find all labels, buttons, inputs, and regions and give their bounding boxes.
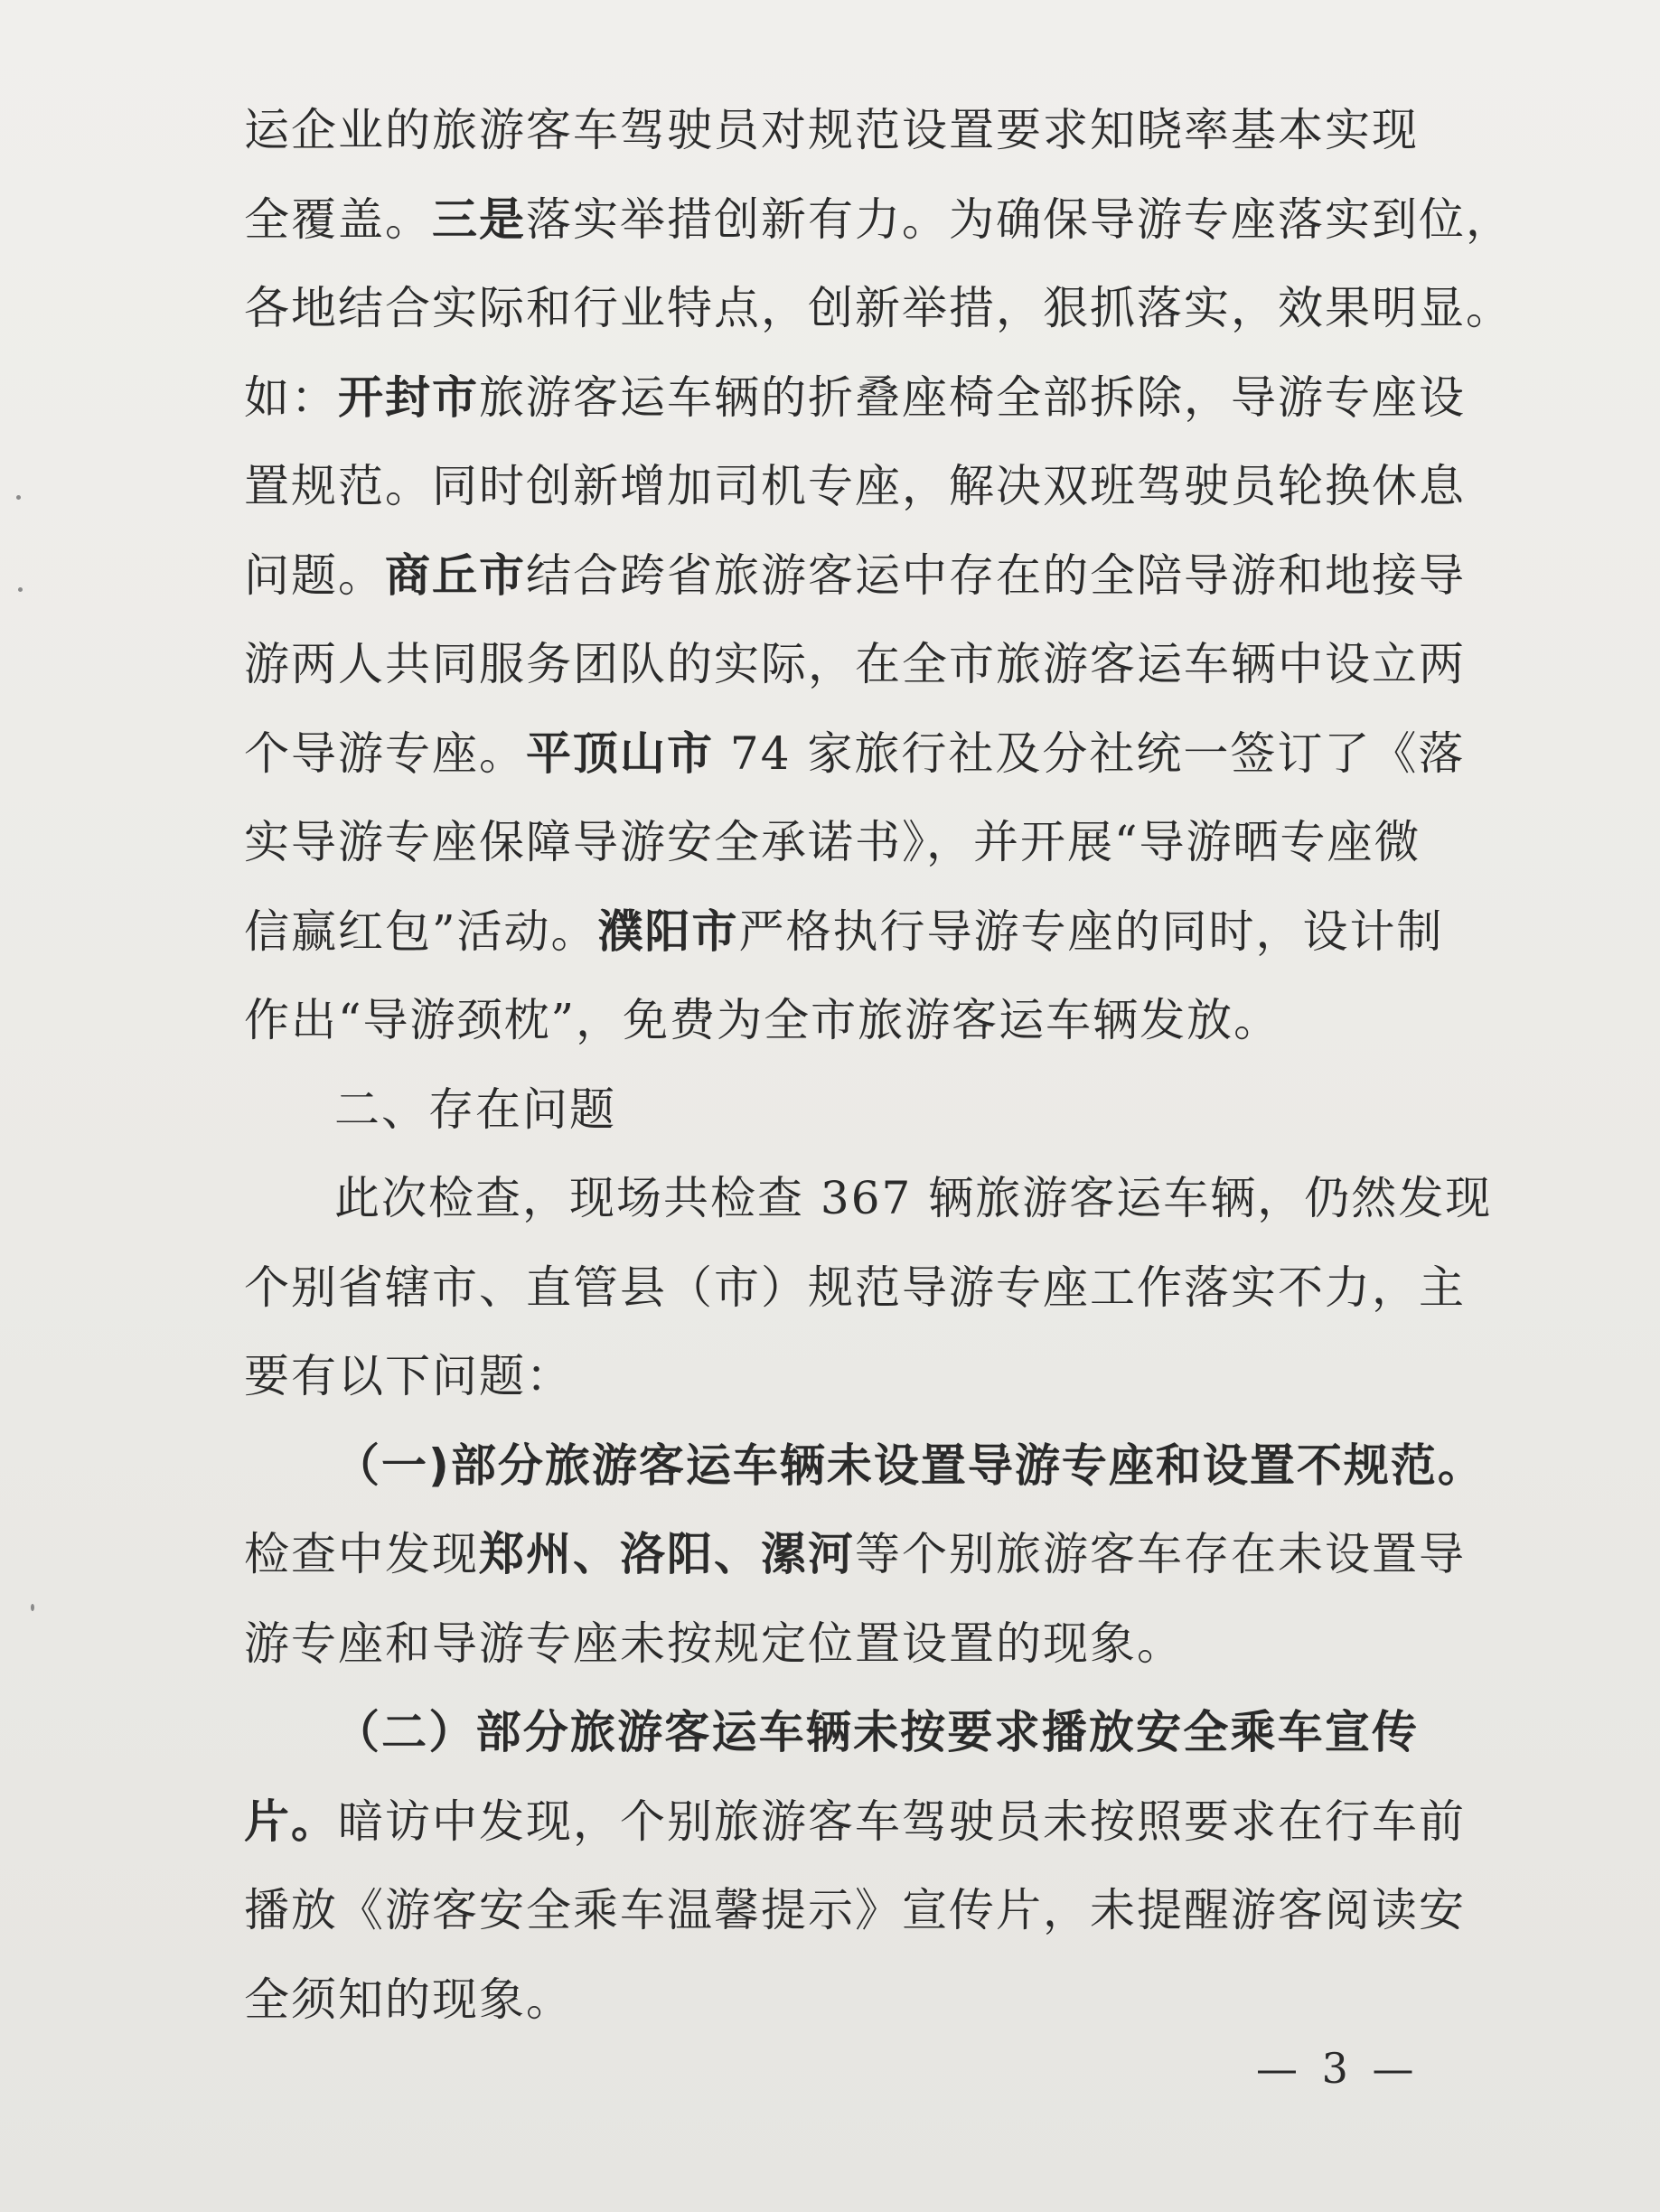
paragraph-line <box>244 1777 1466 1867</box>
paragraph-line: 全须知的现象。 <box>244 1973 573 2026</box>
paragraph-line <box>244 887 1444 977</box>
bold-text-run: 片。 <box>244 1795 338 1848</box>
text-run: 等个别旅游客车存在未设置导 <box>855 1528 1466 1580</box>
scan-speck <box>18 587 23 592</box>
paragraph-line <box>244 709 1466 799</box>
scan-speck <box>31 1604 34 1611</box>
paragraph-line: 此次检查，现场共检查 367 辆旅游客运车辆，仍然发现 <box>334 1172 1493 1224</box>
paragraph-line: 各地结合实际和行业特点，创新举措，狠抓落实，效果明显。 <box>244 282 1513 334</box>
paragraph-line: 个别省辖市、直管县（市）规范导游专座工作落实不力，主 <box>244 1261 1466 1314</box>
subheading-line: （二）部分旅游客运车辆未按要求播放安全乘车宣传 <box>334 1706 1419 1758</box>
scan-speck <box>16 495 21 500</box>
paragraph-line: 作出“导游颈枕”，免费为全市旅游客运车辆发放。 <box>244 994 1281 1046</box>
text-run: 旅游客运车辆的折叠座椅全部拆除，导游专座设 <box>479 370 1466 424</box>
subheading-line: （一)部分旅游客运车辆未设置导游专座和设置不规范。 <box>334 1439 1485 1492</box>
document-body <box>244 86 1513 2044</box>
text-run: 落实举措创新有力。为确保导游专座落实到位， <box>526 192 1513 246</box>
text-run: 严格执行导游专座的同时，设计制 <box>738 904 1444 958</box>
page-number: — 3 — <box>1256 2044 1420 2093</box>
text-run: 信赢红包”活动。 <box>244 904 598 958</box>
paragraph-line <box>244 531 1466 621</box>
text-run: 暗访中发现，个别旅游客车驾驶员未按照要求在行车前 <box>338 1795 1466 1848</box>
text-run: 结合跨省旅游客运中存在的全陪导游和地接导 <box>526 548 1466 602</box>
paragraph-line <box>244 175 1513 265</box>
bold-city-name: 商丘市 <box>385 548 526 602</box>
bold-city-name: 开封市 <box>338 370 479 424</box>
bold-text-run: 三是 <box>432 192 526 246</box>
paragraph-line: 置规范。同时创新增加司机专座，解决双班驾驶员轮换休息 <box>244 460 1466 512</box>
paragraph-line: 运企业的旅游客车驾驶员对规范设置要求知晓率基本实现 <box>244 104 1419 156</box>
paragraph-line: 实导游专座保障导游安全承诺书》，并开展“导游晒专座微 <box>244 816 1421 868</box>
bold-city-names: 郑州、洛阳、漯河 <box>479 1528 855 1580</box>
paragraph-line <box>244 353 1466 443</box>
bold-city-name: 濮阳市 <box>597 904 739 958</box>
section-heading: 二、存在问题 <box>334 1083 616 1136</box>
bold-city-name: 平顶山市 <box>526 726 714 780</box>
text-run: 74 家旅行社及分社统一签订了《落 <box>714 726 1466 780</box>
text-run: 个导游专座。 <box>244 726 526 780</box>
paragraph-line: 游专座和导游专座未按规定位置设置的现象。 <box>244 1617 1184 1670</box>
text-run: 问题。 <box>244 548 385 602</box>
paragraph-line: 要有以下问题： <box>244 1350 573 1402</box>
paragraph-line: 游两人共同服务团队的实际，在全市旅游客运车辆中设立两 <box>244 638 1466 690</box>
paragraph-line <box>244 1510 1466 1599</box>
text-run: 如： <box>244 370 338 424</box>
paragraph-line: 播放《游客安全乘车温馨提示》宣传片，未提醒游客阅读安 <box>244 1884 1466 1936</box>
text-run: 检查中发现 <box>244 1528 479 1580</box>
text-run: 全覆盖。 <box>244 192 432 246</box>
